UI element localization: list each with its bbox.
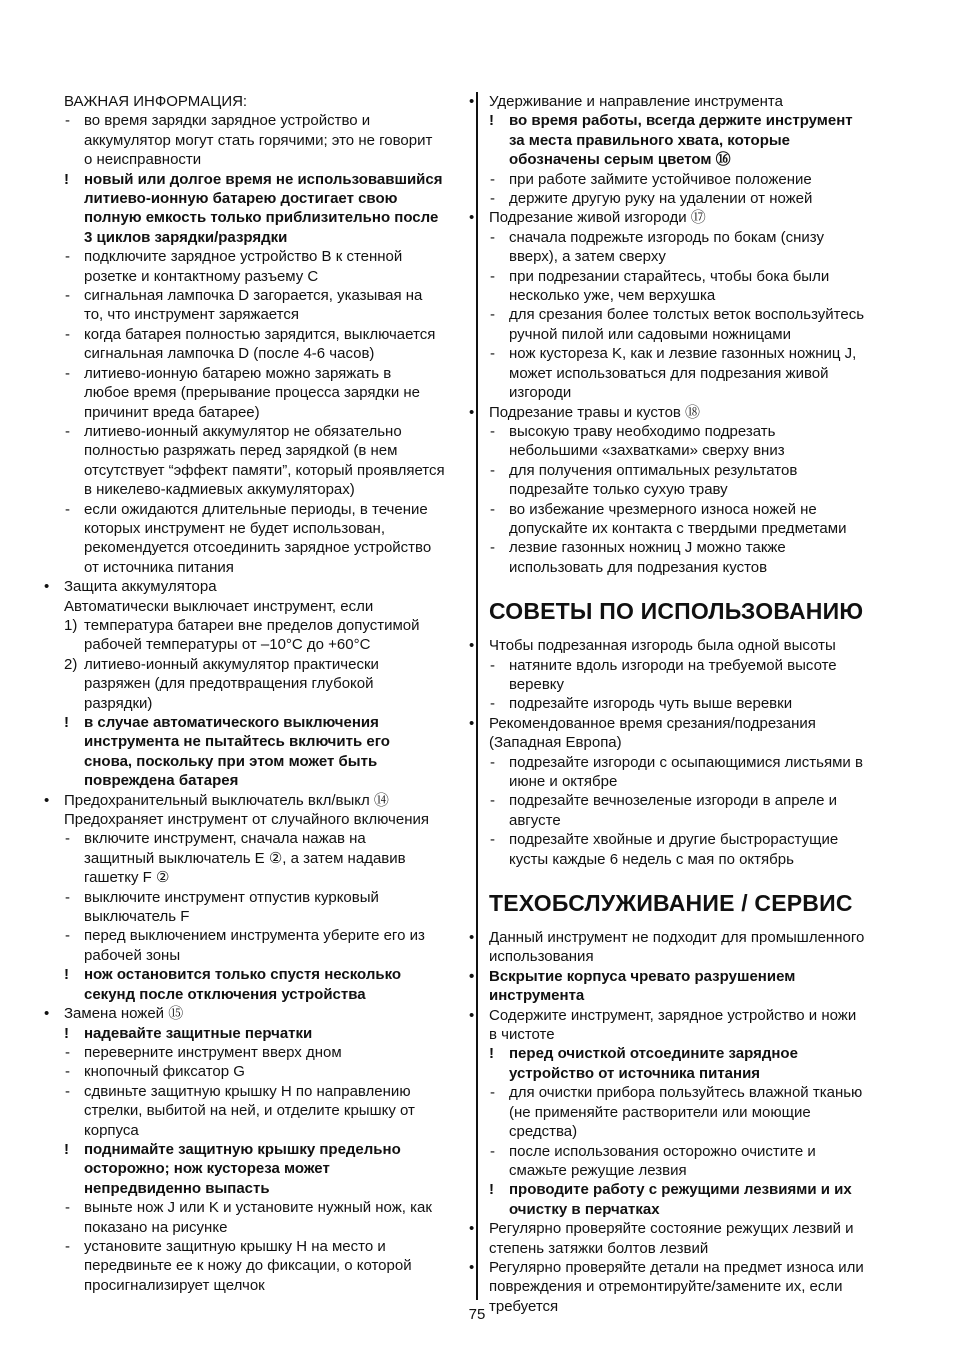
text-line xyxy=(64,926,466,945)
list-marker: - xyxy=(490,695,495,713)
line-text: разряжен (для предотвращения глубокой xyxy=(84,675,374,693)
line-text: августе xyxy=(509,811,561,829)
list-marker: - xyxy=(490,656,495,674)
line-text: Предохранительный выключатель вкл/выкл ⑭ xyxy=(64,791,389,809)
line-text: Подрезание живой изгороди ⑰ xyxy=(489,209,706,227)
text-line xyxy=(44,791,466,810)
line-text: передвиньте ее к ножу до фиксации, о которой xyxy=(84,1257,412,1275)
list-marker: - xyxy=(490,267,495,285)
text-line xyxy=(64,247,466,266)
text-line xyxy=(64,1218,466,1237)
line-text: сигнальная лампочка D (после 4-6 часов) xyxy=(84,345,375,363)
text-line xyxy=(489,1064,913,1083)
line-text: рекомендуется отсоединить зарядное устройство xyxy=(84,539,432,557)
list-marker: • xyxy=(469,209,475,227)
text-line xyxy=(64,92,466,111)
line-text: подрезайте изгородь чуть выше веревки xyxy=(509,695,793,713)
list-marker: ! xyxy=(64,170,69,188)
text-line xyxy=(489,131,913,150)
list-marker: • xyxy=(469,1258,475,1276)
text-line xyxy=(64,422,466,441)
text-line xyxy=(489,656,913,675)
text-line xyxy=(489,694,913,713)
text-line xyxy=(469,1006,913,1025)
line-text: средства) xyxy=(509,1123,578,1141)
list-marker: • xyxy=(469,967,475,985)
text-line xyxy=(64,1101,466,1120)
line-text: установите защитную крышку H на место и xyxy=(84,1237,386,1255)
line-text: смажьте режущие лезвия xyxy=(509,1161,687,1179)
line-text: нож остановится только спустя несколько xyxy=(84,966,402,984)
text-line xyxy=(64,1024,466,1043)
page-number: 75 xyxy=(468,1306,486,1323)
list-marker: - xyxy=(65,248,70,266)
text-line xyxy=(469,1219,913,1238)
line-text: когда батарея полностью зарядится, выключается xyxy=(84,325,436,343)
text-line xyxy=(489,383,913,402)
text-line xyxy=(64,403,466,422)
line-text: непредвиденно выпасть xyxy=(84,1179,270,1197)
left-column xyxy=(44,92,466,1295)
text-line xyxy=(64,325,466,344)
line-text: отсутствует “эффект памяти”, который проявляется xyxy=(84,461,445,479)
text-line xyxy=(469,403,913,422)
text-line xyxy=(489,1122,913,1141)
text-line xyxy=(489,325,913,344)
text-line xyxy=(64,1237,466,1256)
list-marker: • xyxy=(44,1005,50,1023)
text-line xyxy=(64,1179,466,1198)
list-marker: - xyxy=(490,228,495,246)
line-text: подрезайте вечнозеленые изгороди в апреле и xyxy=(509,792,838,810)
line-text: стрелки, выбитой на ней, и отделите крышку от xyxy=(84,1102,415,1120)
text-line xyxy=(489,791,913,810)
text-line xyxy=(489,1180,913,1199)
line-text: переверните инструмент вверх дном xyxy=(84,1043,342,1061)
text-line xyxy=(489,111,913,130)
text-line xyxy=(64,480,466,499)
line-text: ручной пилой или садовыми ножницами xyxy=(509,325,791,343)
line-text: аккумулятор могут стать горячими; это не говорит xyxy=(84,131,433,149)
list-marker: • xyxy=(469,714,475,732)
text-line xyxy=(489,1142,913,1161)
line-text: при работе займите устойчивое положение xyxy=(509,170,812,188)
line-text: очистку в перчатках xyxy=(509,1200,660,1218)
line-text: сдвиньте защитную крышку H по направлению xyxy=(84,1082,411,1100)
text-line xyxy=(64,1062,466,1081)
text-line xyxy=(64,616,466,635)
text-line xyxy=(64,364,466,383)
list-marker: ! xyxy=(489,1181,494,1199)
list-marker: - xyxy=(490,422,495,440)
line-text: (Западная Европа) xyxy=(489,734,622,752)
text-line xyxy=(64,694,466,713)
line-text: от источника питания xyxy=(84,558,234,576)
line-text: если ожидаются длительные периоды, в течение xyxy=(84,500,428,518)
line-text: высокую траву необходимо подрезать xyxy=(509,422,776,440)
text-line xyxy=(489,947,913,966)
list-marker: - xyxy=(65,830,70,848)
line-text: несколько уже, чем верхушка xyxy=(509,287,716,305)
text-line xyxy=(64,305,466,324)
line-text: Вскрытие корпуса чревато разрушением xyxy=(489,967,796,985)
text-line xyxy=(64,655,466,674)
text-line xyxy=(489,500,913,519)
text-line xyxy=(64,111,466,130)
text-line xyxy=(64,1140,466,1159)
text-line xyxy=(64,732,466,751)
text-line xyxy=(469,92,913,111)
line-text: сигнальная лампочка D загорается, указывая на xyxy=(84,287,423,305)
line-text: для срезания более толстых веток воспользуйтесь xyxy=(509,306,865,324)
line-text: выньте нож J или K и установите нужный нож, как xyxy=(84,1199,432,1217)
text-line xyxy=(469,928,913,947)
line-text: Замена ножей ⑮ xyxy=(64,1005,184,1023)
text-line xyxy=(64,189,466,208)
list-marker: - xyxy=(65,112,70,130)
line-text: (не применяйте растворители или моющие xyxy=(509,1103,811,1121)
list-marker: - xyxy=(65,364,70,382)
line-text: гашетку F ② xyxy=(84,869,170,887)
line-text: после использования осторожно очистите и xyxy=(509,1142,816,1160)
list-marker: ! xyxy=(64,714,69,731)
list-marker: ! xyxy=(64,1140,69,1158)
right-section-tips xyxy=(469,636,913,869)
text-line xyxy=(64,286,466,305)
line-text: полностью разряжать перед зарядкой (в нем xyxy=(84,442,398,460)
text-line xyxy=(64,1082,466,1101)
text-line xyxy=(64,519,466,538)
line-text: повреждения и отремонтируйте/замените их, если xyxy=(489,1278,843,1296)
line-text: выключите инструмент отпустив курковый xyxy=(84,888,379,906)
text-line xyxy=(64,1043,466,1062)
line-text: степень затяжки болтов лезвий xyxy=(489,1239,709,1257)
line-text: инструмента не пытайтесь включить его xyxy=(84,733,390,751)
text-line xyxy=(489,461,913,480)
text-line xyxy=(489,850,913,869)
text-line xyxy=(489,1083,913,1102)
text-line xyxy=(64,965,466,984)
text-line xyxy=(64,1256,466,1275)
list-marker: - xyxy=(65,1082,70,1100)
line-text: полную емкость только приблизительно после xyxy=(84,209,439,227)
line-text: рабочей температуры от –10°C до +60°C xyxy=(84,636,371,654)
text-line xyxy=(489,733,913,752)
line-text: держите другую руку на удалении от ножей xyxy=(509,190,813,208)
list-marker: • xyxy=(469,1006,475,1024)
list-marker: ! xyxy=(64,966,69,984)
text-line xyxy=(64,558,466,577)
line-text: осторожно; нож кустореза может xyxy=(84,1160,330,1178)
list-marker: 1) xyxy=(64,616,78,634)
list-marker: - xyxy=(65,1063,70,1081)
text-line xyxy=(489,305,913,324)
line-text: веревку xyxy=(509,675,565,693)
text-line xyxy=(489,189,913,208)
text-line xyxy=(64,868,466,887)
line-text: небольшими «захватками» сверху вниз xyxy=(509,442,785,460)
line-text: для очистки прибора пользуйтесь влажной тканью xyxy=(509,1084,863,1102)
list-marker: • xyxy=(469,929,475,947)
line-text: Рекомендованное время срезания/подрезания xyxy=(489,714,816,732)
text-line xyxy=(489,1161,913,1180)
text-line xyxy=(489,441,913,460)
line-text: корпуса xyxy=(84,1121,139,1139)
list-marker: - xyxy=(490,792,495,810)
text-line xyxy=(64,170,466,189)
list-marker: - xyxy=(490,461,495,479)
line-text: показано на рисунке xyxy=(84,1218,228,1236)
text-line xyxy=(64,1198,466,1217)
text-line xyxy=(489,150,913,169)
list-marker: ! xyxy=(489,1045,494,1063)
list-marker: - xyxy=(65,500,70,518)
line-text: новый или долгое время не использовавшийся xyxy=(84,170,443,188)
text-line xyxy=(489,675,913,694)
text-line xyxy=(489,830,913,849)
list-marker: - xyxy=(490,753,495,771)
line-text: натяните вдоль изгороди на требуемой высоте xyxy=(509,656,837,674)
list-marker: - xyxy=(490,500,495,518)
list-marker: - xyxy=(65,422,70,440)
text-line xyxy=(489,519,913,538)
text-line xyxy=(64,829,466,848)
text-line xyxy=(489,344,913,363)
line-text: кнопочный фиксатор G xyxy=(84,1063,245,1081)
text-line xyxy=(489,364,913,383)
list-marker: • xyxy=(469,403,475,421)
text-line xyxy=(489,1277,913,1296)
text-line xyxy=(469,208,913,227)
text-line xyxy=(64,1159,466,1178)
list-marker: - xyxy=(65,927,70,945)
text-line xyxy=(489,480,913,499)
line-text: во время работы, всегда держите инструмент xyxy=(509,112,853,130)
text-line xyxy=(64,907,466,926)
text-line xyxy=(489,228,913,247)
text-line xyxy=(64,849,466,868)
line-text: использовать для подрезания кустов xyxy=(509,558,768,576)
text-line xyxy=(489,538,913,557)
text-line xyxy=(64,985,466,1004)
list-marker: ! xyxy=(489,112,494,130)
line-text: Регулярно проверяйте детали на предмет износа или xyxy=(489,1258,864,1276)
line-text: подрезайте только сухую траву xyxy=(509,481,728,499)
line-text: температура батареи вне пределов допустимой xyxy=(84,616,420,634)
list-marker: • xyxy=(44,578,50,596)
text-line xyxy=(64,635,466,654)
line-text: выключатель F xyxy=(84,908,190,926)
line-text: в чистоте xyxy=(489,1026,555,1044)
line-text: сначала подрежьте изгородь по бокам (снизу xyxy=(509,228,824,246)
line-text: инструмента xyxy=(489,987,585,1005)
text-line xyxy=(489,422,913,441)
text-line xyxy=(469,636,913,655)
list-marker: - xyxy=(65,287,70,305)
line-text: использования xyxy=(489,948,594,966)
line-text: то, что инструмент заряжается xyxy=(84,306,299,324)
line-text: Удерживание и направление инструмента xyxy=(489,93,783,110)
line-text: которых инструмент не будет использован, xyxy=(84,519,386,537)
line-text: снова, поскольку при этом может быть xyxy=(84,752,378,770)
section-heading-service: ТЕХОБСЛУЖИВАНИЕ / СЕРВИС xyxy=(489,890,853,917)
line-text: в никелево-кадмиевых аккумуляторах) xyxy=(84,481,355,499)
line-text: литиево-ионную батарею достигает свою xyxy=(84,190,398,208)
line-text: Данный инструмент не подходит для промышленного xyxy=(489,929,865,947)
line-text: повреждена батарея xyxy=(84,772,239,790)
line-text: секунд после отключения устройства xyxy=(84,985,366,1003)
line-text: проводите работу с режущими лезвиями и их xyxy=(509,1181,852,1199)
text-line xyxy=(489,247,913,266)
line-text: во время зарядки зарядное устройство и xyxy=(84,112,371,130)
text-line xyxy=(64,461,466,480)
line-text: защитный выключатель E ②, а затем надавив xyxy=(84,849,406,867)
text-line xyxy=(64,888,466,907)
text-line xyxy=(469,714,913,733)
line-text: Защита аккумулятора xyxy=(64,578,217,596)
line-text: при подрезании старайтесь, чтобы бока были xyxy=(509,267,830,285)
list-marker: - xyxy=(65,888,70,906)
column-divider xyxy=(476,92,478,1300)
line-text: может использоваться для подрезания живой xyxy=(509,364,829,382)
text-line xyxy=(64,441,466,460)
line-text: любое время (прерывание процесса зарядки не xyxy=(84,384,421,402)
text-line xyxy=(44,1004,466,1023)
text-line xyxy=(489,772,913,791)
text-line xyxy=(64,946,466,965)
text-line xyxy=(64,344,466,363)
list-marker: - xyxy=(490,1084,495,1102)
line-text: просигнализирует щелчок xyxy=(84,1276,265,1294)
text-line xyxy=(64,1121,466,1140)
line-text: включите инструмент, сначала нажав на xyxy=(84,830,366,848)
text-line xyxy=(489,1200,913,1219)
line-text: обозначены серым цветом ⑯ xyxy=(509,151,731,169)
line-text: устройство от источника питания xyxy=(509,1064,761,1082)
line-text: подрезайте хвойные и другие быстрорастущие xyxy=(509,831,839,849)
text-line xyxy=(64,713,466,732)
text-line xyxy=(64,208,466,227)
line-text: допускайте их контакта с твердыми предметами xyxy=(509,519,847,537)
line-text: Регулярно проверяйте состояние режущих лезвий и xyxy=(489,1220,854,1238)
line-text: литиево-ионный аккумулятор практически xyxy=(84,655,379,673)
text-line xyxy=(489,986,913,1005)
line-text: Содержите инструмент, зарядное устройство и ножи xyxy=(489,1006,857,1024)
text-line xyxy=(64,674,466,693)
list-marker: - xyxy=(65,1199,70,1217)
section-heading-tips: СОВЕТЫ ПО ИСПОЛЬЗОВАНИЮ xyxy=(489,598,864,625)
line-text: Подрезание травы и кустов ⑱ xyxy=(489,403,701,421)
line-text: Автоматически выключает инструмент, если xyxy=(64,597,374,615)
list-marker: • xyxy=(469,93,475,110)
line-text: 3 циклов зарядки/разрядки xyxy=(84,228,288,246)
line-text: изгороди xyxy=(509,384,572,402)
line-text: кусты каждые 6 недель с мая по октябрь xyxy=(509,850,794,868)
line-text: о неисправности xyxy=(84,151,202,169)
line-text: поднимайте защитную крышку предельно xyxy=(84,1140,401,1158)
text-line xyxy=(64,752,466,771)
text-line xyxy=(489,753,913,772)
line-text: подрезайте изгороди с осыпающимися листьями в xyxy=(509,753,863,771)
text-line xyxy=(44,577,466,596)
text-line xyxy=(489,267,913,286)
line-text: перед очисткой отсоедините зарядное xyxy=(509,1045,798,1063)
list-marker: - xyxy=(490,306,495,324)
text-line xyxy=(489,286,913,305)
text-line xyxy=(489,1025,913,1044)
list-marker: - xyxy=(490,1142,495,1160)
text-line xyxy=(489,170,913,189)
list-marker: - xyxy=(65,1237,70,1255)
line-text: розетке и контактному разъему C xyxy=(84,267,319,285)
list-marker: - xyxy=(490,831,495,849)
list-marker: • xyxy=(44,791,50,809)
list-marker: - xyxy=(490,190,495,208)
line-text: литиево-ионную батарею можно заряжать в xyxy=(84,364,392,382)
text-line xyxy=(489,1044,913,1063)
text-line xyxy=(64,597,466,616)
line-text: перед выключением инструмента уберите его из xyxy=(84,927,425,945)
list-marker: - xyxy=(490,170,495,188)
list-marker: ! xyxy=(64,1024,69,1042)
line-text: литиево-ионный аккумулятор не обязательно xyxy=(84,422,402,440)
line-text: разрядки) xyxy=(84,694,153,712)
line-text: ВАЖНАЯ ИНФОРМАЦИЯ: xyxy=(64,93,248,110)
line-text: подключите зарядное устройство B к стенной xyxy=(84,248,403,266)
text-line xyxy=(64,150,466,169)
list-marker: • xyxy=(469,1220,475,1238)
text-line xyxy=(469,1258,913,1277)
text-line xyxy=(489,558,913,577)
line-text: в случае автоматического выключения xyxy=(84,714,379,731)
line-text: за места правильного хвата, которые xyxy=(509,131,791,149)
line-text: во избежание чрезмерного износа ножей не xyxy=(509,500,817,518)
list-marker: - xyxy=(65,325,70,343)
list-marker: 2) xyxy=(64,655,78,673)
text-line xyxy=(469,967,913,986)
text-line xyxy=(64,538,466,557)
text-line xyxy=(64,771,466,790)
line-text: для получения оптимальных результатов xyxy=(509,461,798,479)
list-marker: - xyxy=(490,539,495,557)
text-line xyxy=(489,1239,913,1258)
line-text: причинит вреда батарее) xyxy=(84,403,260,421)
line-text: требуется xyxy=(489,1297,559,1315)
text-line xyxy=(64,267,466,286)
list-marker: - xyxy=(65,1043,70,1061)
text-line xyxy=(489,811,913,830)
text-line xyxy=(489,1103,913,1122)
line-text: Предохраняет инструмент от случайного включения xyxy=(64,811,429,829)
text-line xyxy=(64,1276,466,1295)
text-line xyxy=(64,131,466,150)
list-marker: • xyxy=(469,637,475,655)
line-text: лезвие газонных ножниц J можно также xyxy=(509,539,786,557)
text-line xyxy=(64,500,466,519)
text-line xyxy=(64,228,466,247)
right-section-usage xyxy=(469,92,913,577)
line-text: Чтобы подрезанная изгородь была одной высоты xyxy=(489,637,836,655)
line-text: рабочей зоны xyxy=(84,946,181,964)
text-line xyxy=(64,383,466,402)
line-text: вверх), а затем сверху xyxy=(509,248,666,266)
text-line xyxy=(64,810,466,829)
line-text: июне и октябре xyxy=(509,773,618,790)
line-text: нож кустореза K, как и лезвие газонных ножниц J, xyxy=(509,345,857,363)
list-marker: - xyxy=(490,345,495,363)
line-text: надевайте защитные перчатки xyxy=(84,1024,313,1042)
